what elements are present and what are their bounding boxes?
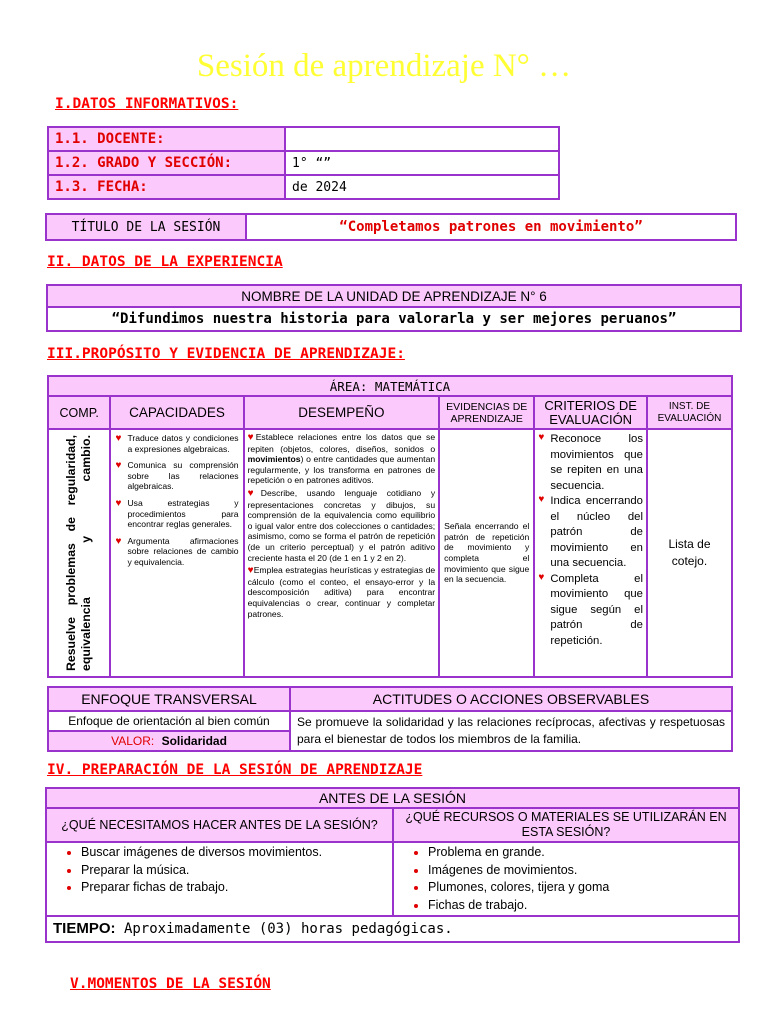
heart-bullet-icon: ♥: [247, 565, 254, 577]
antes-header: ANTES DE LA SESIÓN: [46, 788, 739, 808]
list-item: • Preparar fichas de trabajo.: [81, 879, 392, 897]
section-heading-experiencia: II. DATOS DE LA EXPERIENCIA: [47, 254, 283, 270]
section-heading-datos-informativos: I.DATOS INFORMATIVOS:: [55, 96, 239, 112]
document-title: Sesión de aprendizaje N° …: [196, 48, 572, 84]
desempeno-item: ♥Describe, usando lenguaje cotidiano y representaciones concretas y dibujos, su comprensión de la equivalencia como equilibrio o igual valor entre dos colecciones o cantidades; asimismo, como se forma el patrón de repetición (de un criterio perceptual) y el patrón aditivo creciente hasta el 20 (de 1 en 1 y 2 en 2).: [247, 487, 436, 563]
criterio-text: Reconoce los movimientos que se repiten en una secuencia.: [550, 433, 643, 492]
capacidades-cell: [110, 429, 243, 677]
actitud-text: Se promueve la solidaridad y las relaciones recíprocas, afectivas y respetuosas para el bienestar de todos los miembros de la familia.: [290, 711, 732, 751]
hacer-list: [47, 844, 392, 897]
list-item: • Buscar imágenes de diversos movimientos.: [81, 844, 392, 862]
unidad-table: [46, 284, 742, 332]
datos-label: 1.1. DOCENTE:: [48, 127, 285, 151]
valor-cell: [48, 731, 290, 751]
list-item: • Fichas de trabajo.: [428, 897, 738, 915]
criterios-cell: [534, 429, 647, 677]
capacidad-text: Comunica su comprensión sobre las relaciones algebraicas.: [127, 460, 239, 492]
col-header-criterios: CRITERIOS DE EVALUACIÓN: [534, 396, 647, 429]
heart-bullet-icon: ♥: [247, 432, 256, 443]
tiempo-label: TIEMPO:: [53, 920, 116, 937]
datos-value: 1° “”: [285, 151, 559, 175]
heart-bullet-icon: ♥: [115, 497, 122, 509]
capacidad-text: Usa estrategias y procedimientos para encontrar reglas generales.: [127, 497, 239, 530]
session-title-label: TÍTULO DE LA SESIÓN: [46, 214, 246, 240]
datos-value: de 2024: [285, 175, 559, 199]
list-item: • Plumones, colores, tijera y goma: [428, 879, 738, 897]
col-header-capacidades: CAPACIDADES: [110, 396, 243, 429]
desempeno-item: ♥Emplea estrategias heurísticas y estrategias de cálculo (como el conteo, el ensayo-error y la descomposición aditiva) para encontrar equivalencias o crear, continuar y completar patrones.: [247, 565, 436, 619]
heart-bullet-icon: ♥: [115, 535, 122, 547]
session-title-table: [45, 213, 737, 241]
desempeno-item: ♥Establece relaciones entre los datos que se repiten (objetos, colores, diseños, sonidos o movimientos) o entre cantidades que aumentan regularmente, y los transforma en patrones de repetición o en patrones aditivos.: [247, 432, 436, 486]
datos-row: [48, 175, 559, 199]
capacidad-item: [115, 536, 238, 568]
section-heading-proposito: III.PROPÓSITO Y EVIDENCIA DE APRENDIZAJE:: [47, 346, 405, 362]
preparacion-table: [45, 787, 740, 943]
tiempo-value: Aproximadamente (03) horas pedagógicas.: [123, 921, 453, 937]
col-header-recursos: ¿QUÉ RECURSOS O MATERIALES SE UTILIZARÁN EN ESTA SESIÓN?: [393, 808, 739, 842]
section-heading-preparacion: IV. PREPARACIÓN DE LA SESIÓN DE APRENDIZAJE: [47, 762, 423, 778]
enfoque-table: [47, 686, 733, 752]
capacidad-item: [115, 433, 238, 454]
col-header-hacer: ¿QUÉ NECESITAMOS HACER ANTES DE LA SESIÓN?: [46, 808, 393, 842]
competencia-text: Resuelve problemas de regularidad, equivalencia y cambio.: [64, 435, 94, 671]
valor-value: Solidaridad: [161, 734, 227, 748]
capacidad-item: [115, 498, 238, 530]
instrumento-cell: [647, 429, 732, 677]
valor-label: VALOR:: [111, 734, 155, 748]
tiempo-row: [46, 916, 739, 942]
datos-informativos-table: [47, 126, 560, 200]
col-header-comp: COMP.: [48, 396, 110, 429]
recursos-list: [394, 844, 738, 914]
heart-bullet-icon: ♥: [538, 494, 545, 505]
list-item: • Imágenes de movimientos.: [428, 862, 738, 880]
unidad-name: “Difundimos nuestra historia para valorarla y ser mejores peruanos”: [47, 307, 741, 331]
datos-row: [48, 127, 559, 151]
criterio-item: [538, 494, 643, 572]
evidencia-cell: [439, 429, 534, 677]
section-heading-momentos: V.MOMENTOS DE LA SESIÓN: [70, 976, 271, 992]
datos-label: 1.2. GRADO Y SECCIÓN:: [48, 151, 285, 175]
instrumento-text: Lista de cotejo.: [668, 537, 711, 568]
datos-row: [48, 151, 559, 175]
criterio-item: [538, 572, 643, 650]
proposito-table: [47, 375, 733, 678]
datos-value: [285, 127, 559, 151]
datos-label: 1.3. FECHA:: [48, 175, 285, 199]
capacidad-item: [115, 460, 238, 492]
session-title-value: “Completamos patrones en movimiento”: [246, 214, 736, 240]
area-header: ÁREA: MATEMÁTICA: [48, 376, 732, 396]
competencia-cell: [48, 429, 110, 677]
heart-bullet-icon: ♥: [538, 432, 545, 443]
actitudes-header: ACTITUDES O ACCIONES OBSERVABLES: [290, 687, 732, 711]
capacidad-text: Argumenta afirmaciones sobre relaciones de cambio y equivalencia.: [127, 535, 239, 567]
unidad-header: NOMBRE DE LA UNIDAD DE APRENDIZAJE N° 6: [47, 285, 741, 307]
criterio-text: Indica encerrando el núcleo del patrón de movimiento en una secuencia.: [550, 495, 643, 569]
col-header-evidencias: EVIDENCIAS DE APRENDIZAJE: [439, 396, 534, 429]
desempeno-cell: [244, 429, 440, 677]
list-item: • Problema en grande.: [428, 844, 738, 862]
heart-bullet-icon: ♥: [115, 460, 122, 472]
enfoque-name: Enfoque de orientación al bien común: [48, 711, 290, 731]
list-item: • Preparar la música.: [81, 862, 392, 880]
capacidad-text: Traduce datos y condiciones a expresiones algebraicas.: [127, 433, 239, 454]
criterio-text: Completa el movimiento que sigue según el patrón de repetición.: [550, 572, 643, 647]
heart-bullet-icon: ♥: [247, 487, 261, 499]
criterio-item: [538, 432, 643, 494]
col-header-instrumento: INST. DE EVALUACIÓN: [647, 396, 732, 429]
col-header-desempeno: DESEMPEÑO: [244, 396, 440, 429]
highlighted-word: movimientos: [247, 454, 301, 465]
evidencia-text: Señala encerrando el patrón de repetición de movimiento y completa el movimiento que sigue en la secuencia.: [444, 521, 530, 585]
heart-bullet-icon: ♥: [115, 433, 122, 444]
enfoque-header: ENFOQUE TRANSVERSAL: [48, 687, 290, 711]
recursos-cell: [393, 842, 739, 916]
hacer-cell: [46, 842, 393, 916]
heart-bullet-icon: ♥: [538, 571, 545, 583]
